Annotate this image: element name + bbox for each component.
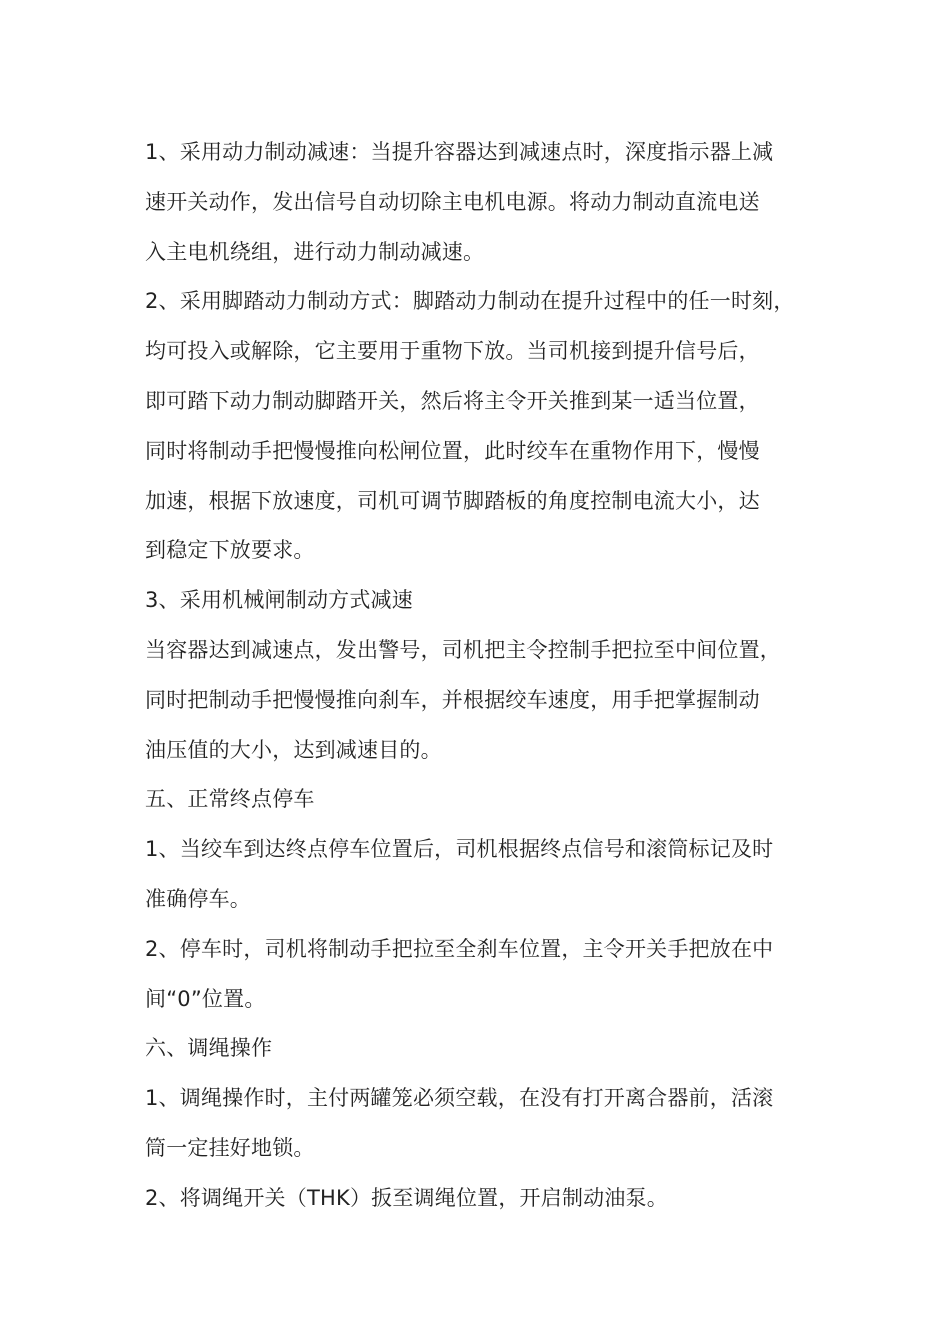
text-line: 当容器达到减速点，发出警号，司机把主令控制手把拉至中间位置， bbox=[145, 637, 781, 662]
text-line: 1、采用动力制动减速：当提升容器达到减速点时，深度指示器上减 bbox=[145, 140, 774, 164]
document-body bbox=[145, 134, 845, 1230]
text-line: 油压值的大小，达到减速目的。 bbox=[145, 737, 442, 762]
text-line: 到稳定下放要求。 bbox=[145, 538, 315, 563]
text-line: 五、正常终点停车 bbox=[145, 787, 315, 812]
text-line: 间“0”位置。 bbox=[145, 986, 266, 1011]
text-line: 2、采用脚踏动力制动方式：脚踏动力制动在提升过程中的任一时刻， bbox=[145, 289, 795, 314]
text-line: 2、停车时，司机将制动手把拉至全刹车位置，主令开关手把放在中 bbox=[145, 936, 774, 961]
text-line: 3、采用机械闸制动方式减速 bbox=[145, 588, 413, 613]
text-line: 2、将调绳开关（THK）扳至调绳位置，开启制动油泵。 bbox=[145, 1185, 668, 1210]
text-line: 入主电机绕组，进行动力制动减速。 bbox=[145, 239, 485, 264]
text-line: 速开关动作，发出信号自动切除主电机电源。将动力制动直流电送 bbox=[145, 189, 760, 214]
text-line: 均可投入或解除，它主要用于重物下放。当司机接到提升信号后， bbox=[145, 339, 760, 364]
text-line: 筒一定挂好地锁。 bbox=[145, 1135, 315, 1160]
text-line: 同时将制动手把慢慢推向松闸位置，此时绞车在重物作用下，慢慢 bbox=[145, 438, 760, 463]
text-line: 加速，根据下放速度，司机可调节脚踏板的角度控制电流大小，达 bbox=[145, 488, 760, 513]
text-line: 1、调绳操作时，主付两罐笼必须空载，在没有打开离合器前，活滚 bbox=[145, 1086, 774, 1111]
text-line: 1、当绞车到达终点停车位置后，司机根据终点信号和滚筒标记及时 bbox=[145, 837, 774, 862]
text-line: 六、调绳操作 bbox=[145, 1036, 273, 1061]
text-line: 即可踏下动力制动脚踏开关，然后将主令开关推到某一适当位置， bbox=[145, 388, 760, 413]
text-line: 同时把制动手把慢慢推向刹车，并根据绞车速度，用手把掌握制动 bbox=[145, 687, 760, 712]
text-line: 准确停车。 bbox=[145, 886, 251, 911]
